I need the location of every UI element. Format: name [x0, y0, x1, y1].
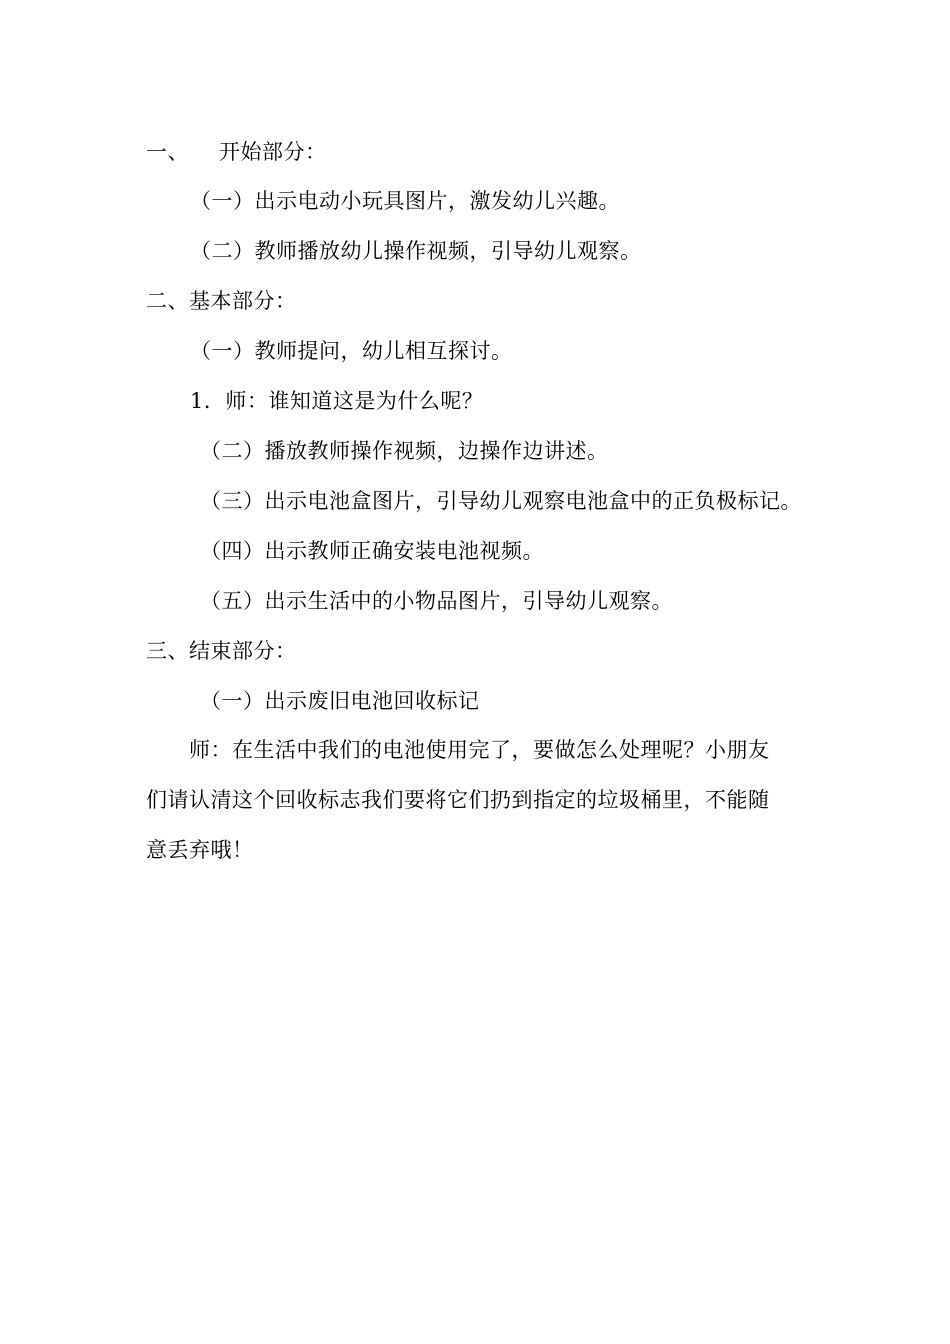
- list-item: （二）播放教师操作视频，边操作边讲述。: [200, 439, 609, 463]
- list-item: （五）出示生活中的小物品图片，引导幼儿观察。: [200, 589, 673, 613]
- section-heading-basic: 二、基本部分：: [146, 289, 297, 313]
- list-item: 1．师：谁知道这是为什么呢？: [190, 389, 484, 413]
- list-item: （一）出示废旧电池回收标记: [200, 689, 480, 713]
- list-item: （二）教师播放幼儿操作视频，引导幼儿观察。: [190, 239, 642, 263]
- heading-number: 一、: [146, 140, 189, 164]
- heading-text: 开始部分：: [219, 140, 327, 164]
- paragraph-line: 师：在生活中我们的电池使用完了，要做怎么处理呢？小朋友: [146, 738, 770, 762]
- list-item: （一）出示电动小玩具图片，激发幼儿兴趣。: [190, 189, 620, 213]
- paragraph-line: 们请认清这个回收标志我们要将它们扔到指定的垃圾桶里，不能随: [146, 788, 770, 812]
- list-item: （四）出示教师正确安装电池视频。: [200, 539, 544, 563]
- list-item: （三）出示电池盒图片，引导幼儿观察电池盒中的正负极标记。: [200, 489, 802, 513]
- section-heading-end: 三、结束部分：: [146, 639, 297, 663]
- paragraph-line: 意丢弃哦！: [146, 838, 254, 862]
- section-heading-start: [146, 137, 327, 167]
- list-item: （一）教师提问，幼儿相互探讨。: [190, 339, 513, 363]
